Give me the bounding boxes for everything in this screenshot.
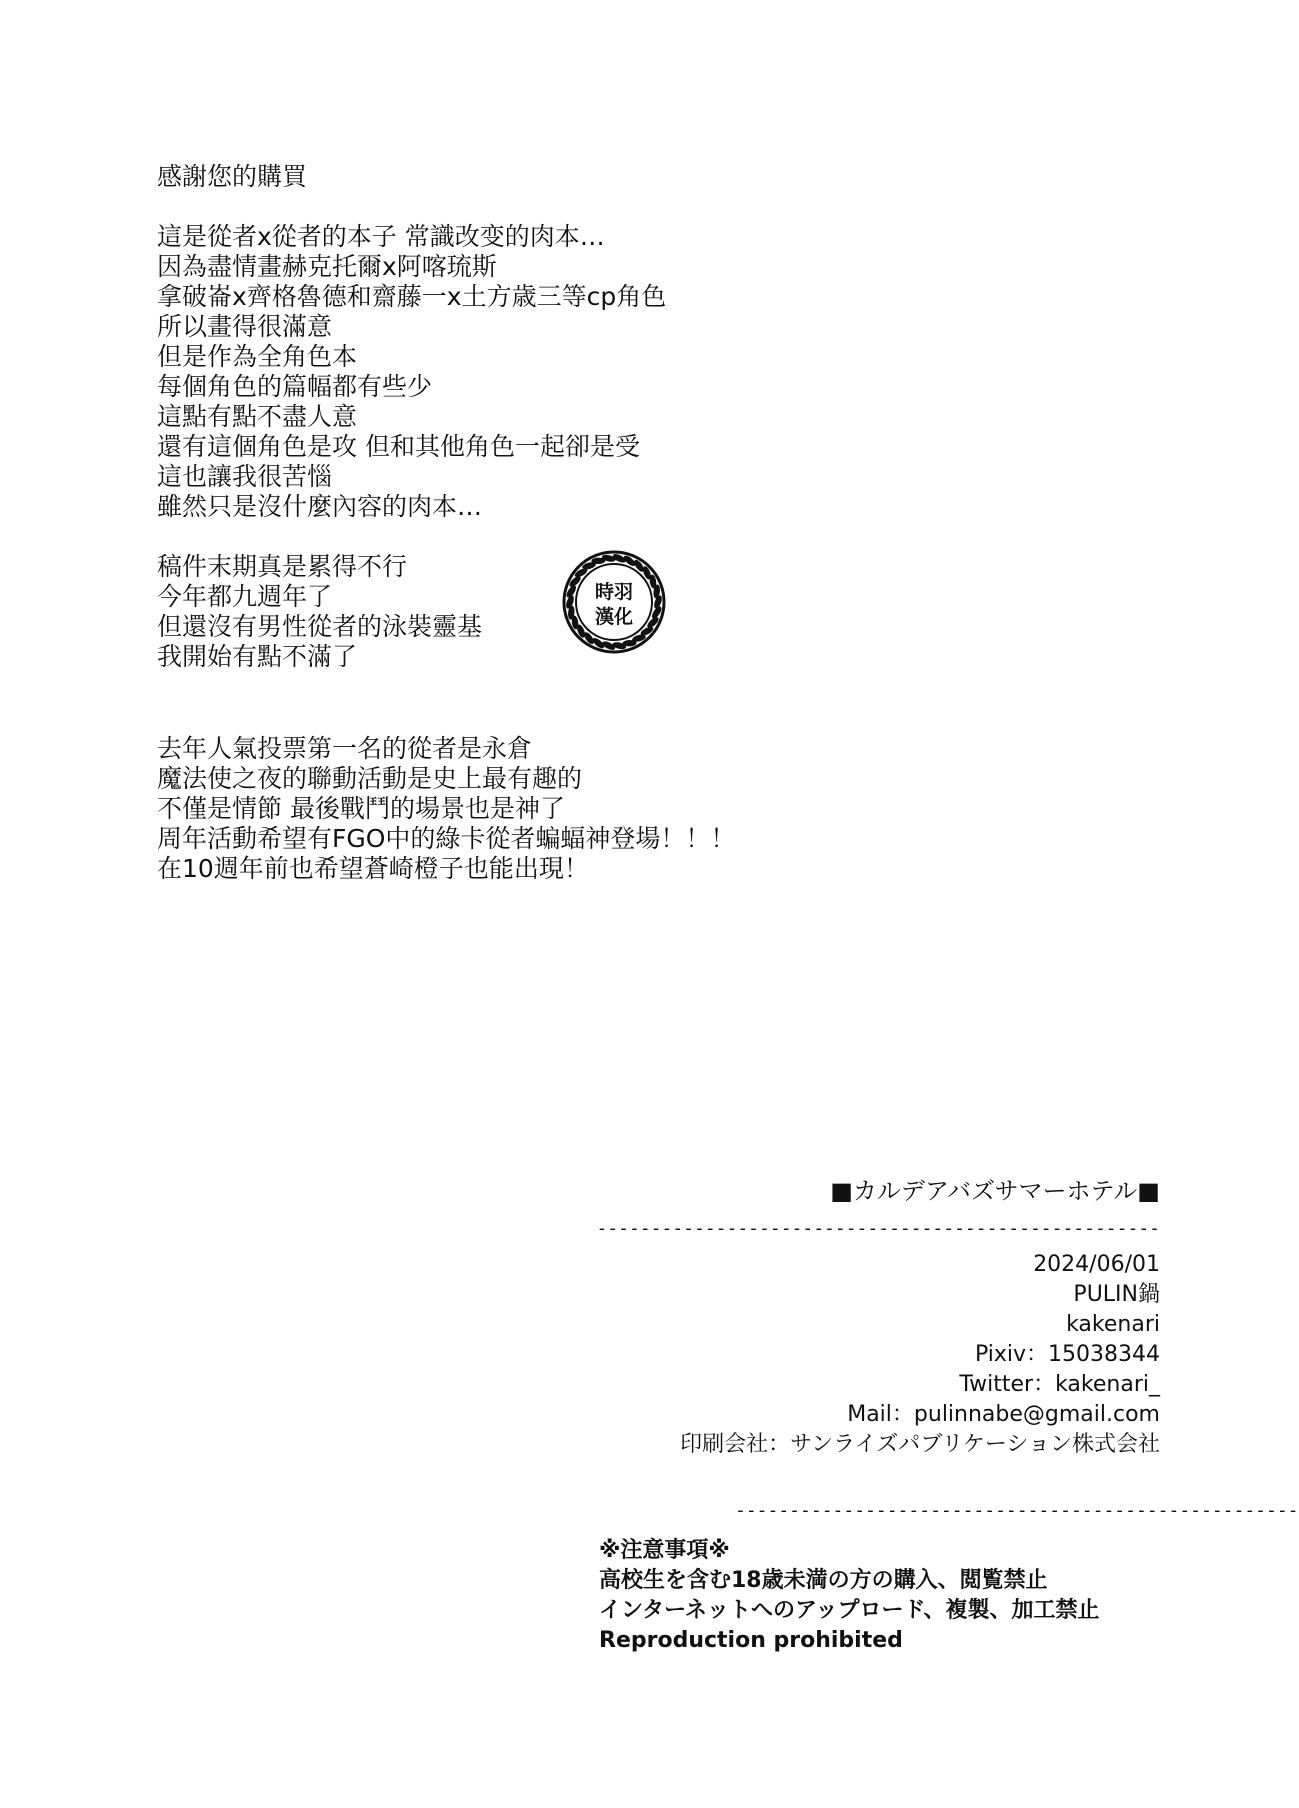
afterword-line: 周年活動希望有FGO中的綠卡從者蝙蝠神登場！！！ [157,824,736,853]
afterword-line: 稿件末期真是累得不行 [157,552,408,581]
afterword-line: 這點有點不盡人意 [157,402,358,431]
afterword-line: 這是從者x從者的本子 常識改变的肉本… [157,222,605,251]
afterword-line: 每個角色的篇幅都有些少 [157,372,433,401]
pixiv-id: Pixiv：15038344 [974,1342,1160,1367]
afterword-line: 這也讓我很苦惱 [157,462,333,491]
circle-name: PULIN鍋 [1073,1282,1160,1307]
translator-seal [556,544,672,660]
afterword-paragraph-1 [157,222,877,522]
afterword-paragraph-3 [157,734,877,884]
colophon-info [520,1250,1160,1460]
publish-date: 2024/06/01 [1033,1252,1160,1277]
afterword-paragraph-2 [157,552,877,672]
notice-heading: ※注意事項※ [599,1538,730,1563]
colophon [520,1176,1160,1460]
afterword-line: 今年都九週年了 [157,582,333,611]
afterword-line: 魔法使之夜的聯動活動是史上最有趣的 [157,764,583,793]
afterword-line: 去年人氣投票第一名的從者是永倉 [157,734,533,763]
afterword-line: 所以畫得很滿意 [157,312,333,341]
afterword-line: 不僅是情節 最後戰鬥的場景也是神了 [157,794,565,823]
afterword-greeting: 感謝您的購買 [157,162,308,191]
colophon-divider: ---------------------------------------------------- [596,1218,1160,1239]
afterword [157,162,877,914]
afterword-line: 但是作為全角色本 [157,342,358,371]
printer-company: 印刷会社：サンライズパブリケーション株式会社 [680,1432,1160,1457]
seal-line-1: 時羽 [594,581,634,603]
afterword-line: 我開始有點不滿了 [157,642,358,671]
afterword-line: 雖然只是沒什麼內容的肉本… [157,492,483,521]
afterword-line: 還有這個角色是攻 但和其他角色一起卻是受 [157,432,640,461]
notice-upload-prohibited: インターネットへのアップロード、複製、加工禁止 [599,1598,1100,1623]
afterword-line: 在10週年前也希望蒼崎橙子也能出現！ [157,854,589,883]
afterword-line: 但還沒有男性從者的泳裝靈基 [157,612,483,641]
notice-reproduction-prohibited: Reproduction prohibited [599,1628,903,1653]
afterword-line: 因為盡情畫赫克托爾x阿喀琉斯 [157,252,497,281]
notice-divider: ---------------------------------------------------- [735,1500,1299,1521]
author-name: kakenari [1066,1312,1160,1337]
book-title: ■カルデアバズサマーホテル■ [830,1177,1160,1205]
notice-age-restriction: 高校生を含む18歳未満の方の購入、閲覧禁止 [599,1568,1048,1593]
mail-address: Mail：pulinnabe@gmail.com [847,1402,1160,1427]
twitter-handle: Twitter：kakenari_ [959,1372,1160,1397]
notice [599,1536,1169,1656]
seal-line-2: 漢化 [594,606,634,628]
afterword-line: 拿破崙x齊格魯德和齋藤一x土方歳三等cp角色 [157,282,667,311]
